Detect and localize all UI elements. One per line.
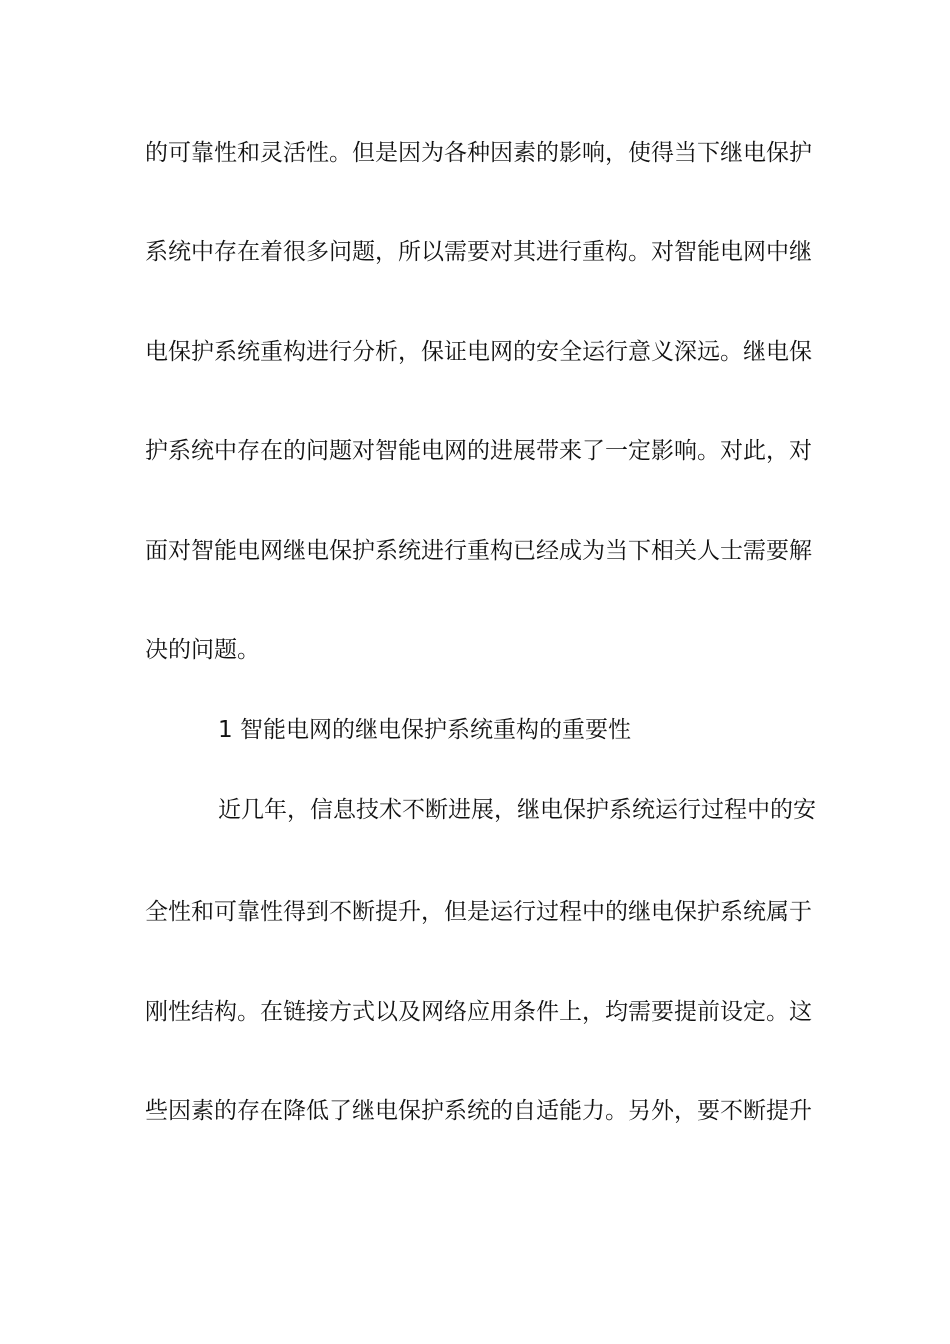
paragraph-line: 面对智能电网继电保护系统进行重构已经成为当下相关人士需要解 xyxy=(145,538,812,564)
section-heading: 1 智能电网的继电保护系统重构的重要性 xyxy=(218,717,631,743)
paragraph-line: 系统中存在着很多问题，所以需要对其进行重构。对智能电网中继 xyxy=(145,239,812,265)
paragraph-line: 的可靠性和灵活性。但是因为各种因素的影响，使得当下继电保护 xyxy=(145,140,812,166)
paragraph-line: 刚性结构。在链接方式以及网络应用条件上，均需要提前设定。这 xyxy=(145,999,812,1025)
paragraph-line: 决的问题。 xyxy=(145,637,260,663)
paragraph-line: 全性和可靠性得到不断提升，但是运行过程中的继电保护系统属于 xyxy=(145,899,812,925)
paragraph-line: 些因素的存在降低了继电保护系统的自适能力。另外，要不断提升 xyxy=(145,1098,812,1124)
paragraph-line: 电保护系统重构进行分析，保证电网的安全运行意义深远。继电保 xyxy=(145,339,812,365)
paragraph-line: 近几年，信息技术不断进展，继电保护系统运行过程中的安 xyxy=(218,797,816,823)
paragraph-line: 护系统中存在的问题对智能电网的进展带来了一定影响。对此，对 xyxy=(145,438,812,464)
